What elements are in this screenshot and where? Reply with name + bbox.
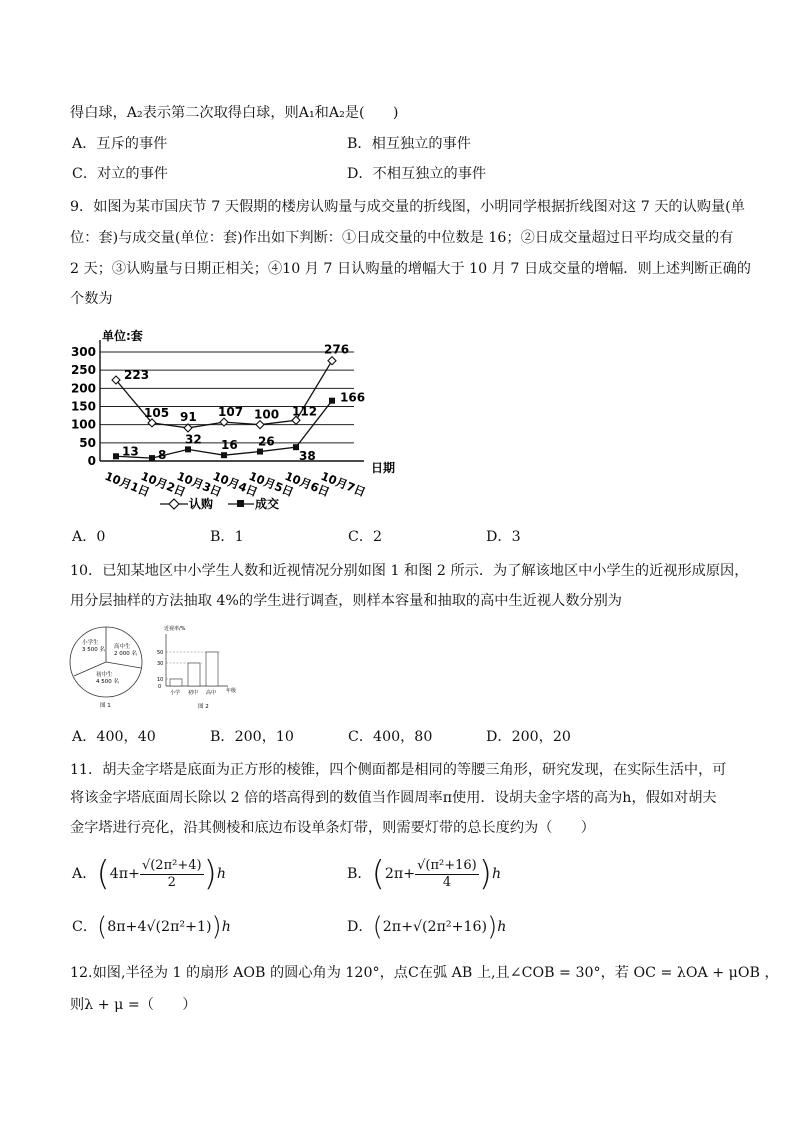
fig2-ytick-10: 10 [157,677,164,683]
q12-line2: 则λ + μ =（ ） [70,997,197,1013]
q10-option-a: A．400，40 [72,729,156,745]
q11-d-h: h [497,919,507,935]
fig2-bar-middle [188,663,200,686]
q9-option-d: D．3 [486,529,521,545]
subscription-label-6: 112 [292,404,318,419]
q8-option-d: D．不相互独立的事件 [347,166,487,182]
fig2-ytick-0: 0 [158,684,162,690]
figure-2-caption: 图 2 [198,704,209,710]
q8-stem: 得白球，A₂表示第二次取得白球，则A₁和A₂是( ) [70,105,399,121]
fig2-xlabel: 年级 [226,688,237,694]
y-tick-label-200: 200 [70,381,96,396]
subscription-label-5: 100 [254,407,280,422]
q11-option-c: C． ( 8π+4√(2π²+1) ) h [72,912,231,942]
transaction-label-7: 166 [340,390,366,405]
y-tick-label-100: 100 [70,417,96,432]
q11-a-num: √(2π²+4) [141,857,202,873]
q10-line2: 用分层抽样的方法抽取 4%的学生进行调查，则样本容量和抽取的高中生近视人数分别为 [70,593,622,609]
x-tick-label-7: 10月7日 [318,468,368,500]
transaction-label-2: 8 [158,448,167,463]
transaction-label-3: 32 [185,432,202,447]
q11-option-b: B． ( 2π+ $\frac{\text{√(π²+16)}}{4}$ ) h [347,854,502,894]
fig2-cat-primary: 小学 [170,690,181,696]
pie-value-middle: 4 500 名 [96,679,119,685]
subscription-point-5 [256,421,264,429]
q11-c-h: h [221,919,231,935]
q11-line1: 11．胡夫金字塔是底面为正方形的棱锥，四个侧面都是相同的等腰三角形，研究发现，在实际生活中，可 [70,762,727,778]
transaction-label-4: 16 [221,438,238,453]
fig2-ytick-30: 30 [157,661,164,667]
fig2-bar-primary [170,679,182,686]
q9-legend-series-2: 成交 [255,497,280,511]
q11-line2: 将该金字塔底面周长除以 2 倍的塔高得到的数值当作圆周率π使用．设胡夫金字塔的高为h，假如对胡夫 [70,790,717,806]
q9-line-chart [68,322,408,517]
q11-b-h: h [492,866,502,882]
q9-line4: 个数为 [70,291,113,307]
pie-label-high: 高中生 [114,644,131,650]
q11-b-den: 4 [442,874,452,890]
q10-option-c: C．400，80 [348,729,433,745]
y-tick-label-300: 300 [70,345,96,359]
x-tick-label-2: 10月2日 [138,468,188,500]
transaction-point-4 [221,452,227,458]
x-tick-label-5: 10月5日 [246,468,296,500]
q9-ylabel: 单位:套 [102,329,143,343]
diamond-marker-icon [169,499,179,509]
subscription-label-1: 223 [124,367,150,382]
q11-c-label: C． [72,919,98,935]
q8-option-b: B．相互独立的事件 [347,136,471,152]
q9-option-a: A．0 [72,529,106,545]
fig2-cat-high: 高中 [206,690,217,696]
figure-1-caption: 图 1 [100,703,111,709]
transaction-point-5 [257,449,263,455]
q11-c-expr: 8π+4√(2π²+1) [107,919,212,935]
q10-option-b: B．200，10 [210,729,294,745]
q11-line3: 金字塔进行亮化，沿其侧棱和底边布设单条灯带，则需要灯带的总长度约为（ ） [70,820,595,836]
q9-line3: 2 天；③认购量与日期正相关；④10 月 7 日认购量的增幅大于 10 月 7 日成交量的增幅．则上述判断正确的 [70,261,751,277]
y-tick-label-0: 0 [87,454,96,468]
transaction-label-6: 38 [299,449,316,464]
fig2-bar-high [206,652,218,686]
transaction-point-3 [185,446,191,452]
x-tick-label-1: 10月1日 [102,468,152,500]
q9-line1: 9．如图为某市国庆节 7 天假期的楼房认购量与成交量的折线图，小明同学根据折线图对这 7 天的认购量(单 [70,199,745,215]
q10-line1: 10．已知某地区中小学生人数和近视情况分别如图 1 和图 2 所示．为了解该地区中小学生的近视形成原因， [70,563,749,579]
x-tick-label-4: 10月4日 [210,468,260,500]
subscription-label-3: 91 [180,409,197,424]
q11-b-label: B． [347,866,372,882]
pie-label-middle: 初中生 [96,672,113,678]
y-tick-label-50: 50 [79,435,96,450]
x-tick-label-3: 10月3日 [174,468,224,500]
subscription-label-4: 107 [218,405,244,420]
transaction-point-2 [149,455,155,461]
q11-d-expr: 2π+√(2π²+16) [382,919,488,935]
q8-option-a: A．互斥的事件 [72,136,168,152]
fig2-ylabel: 近视率/% [164,626,186,632]
q11-option-a: A． ( 4π+ $\frac{\text{√(2π²+4)}}{2}$ ) h [72,854,226,894]
pie-label-primary: 小学生 [82,640,99,646]
q11-a-den: 2 [167,874,176,890]
subscription-label-2: 105 [144,405,170,420]
y-tick-label-250: 250 [70,363,96,378]
y-tick-label-150: 150 [70,399,96,414]
q9-option-b: B．1 [210,529,244,545]
q11-d-label: D． [347,919,373,935]
subscription-point-7 [328,357,336,365]
q12-line1: 12.如图,半径为 1 的扇形 AOB 的圆心角为 120°，点C在弧 AB 上,且∠COB = 30°，若 OC = λOA + μOB ， [70,965,779,981]
transaction-label-5: 26 [258,434,275,449]
fig2-ytick-50: 50 [157,650,164,656]
transaction-point-1 [113,453,119,459]
q11-a-label: A． [72,866,97,882]
q11-a-h: h [216,866,226,882]
pie-value-primary: 3 500 名 [82,647,105,653]
q11-a-pre: 4π+ [109,866,140,882]
square-marker-icon [237,500,244,507]
q10-option-d: D．200，20 [486,729,571,745]
q11-option-d: D． ( 2π+√(2π²+16) ) h [347,912,507,942]
q11-b-num: √(π²+16) [417,857,477,873]
q9-legend [160,496,279,511]
q8-option-c: C．对立的事件 [72,166,168,182]
pie-value-high: 2 000 名 [114,651,137,657]
transaction-point-7 [329,398,335,404]
x-tick-label-6: 10月6日 [282,468,332,500]
q11-b-pre: 2π+ [384,866,416,882]
q9-xlabel: 日期 [371,461,396,475]
transaction-label-1: 13 [122,444,139,459]
subscription-label-7: 276 [324,342,350,357]
q10-figure-2-bar [150,622,250,712]
fig2-cat-middle: 初中 [188,690,199,696]
q9-option-c: C．2 [348,529,383,545]
q9-line2: 位：套)与成交量(单位：套)作出如下判断：①日成交量的中位数是 16；②日成交量超过日平均成交量的有 [70,230,734,246]
q9-legend-series-1: 认购 [189,497,214,511]
q10-figure-1-pie [66,624,148,710]
